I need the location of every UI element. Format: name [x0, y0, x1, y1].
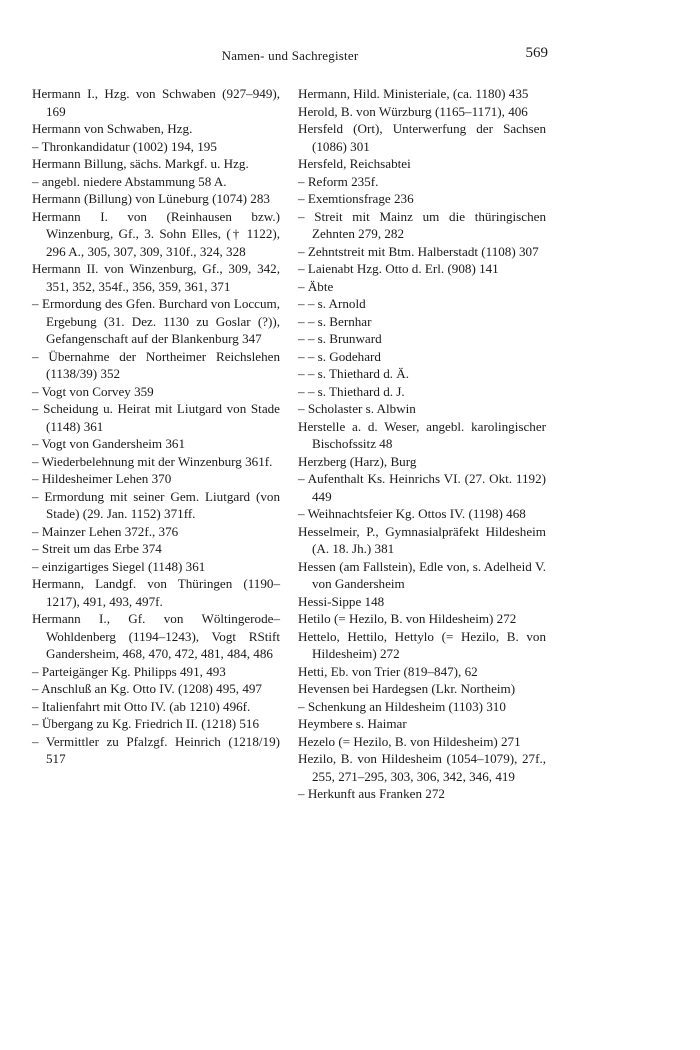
index-entry: – Vogt von Corvey 359	[32, 383, 154, 399]
index-entry: Hermann II. von Winzenburg, Gf., 309, 342, 351, 352, 354f., 356, 359, 361, 371	[32, 261, 280, 294]
index-entry: Hettelo, Hettilo, Hettylo (= Hezilo, B. von Hildesheim) 272	[298, 628, 546, 661]
index-entry: Hersfeld, Reichsabtei	[298, 156, 411, 171]
index-entry: Hevensen bei Hardegsen (Lkr. Northeim)	[298, 681, 516, 696]
index-entry: – Mainzer Lehen 372f., 376	[32, 523, 179, 539]
index-entry: Hermann von Schwaben, Hzg.	[32, 121, 193, 136]
index-entry: – Parteigänger Kg. Philipps 491, 493	[32, 663, 226, 679]
index-entry: Heymbere s. Haimar	[298, 716, 407, 731]
index-entry: Herstelle a. d. Weser, angebl. karolingischer Bischofssitz 48	[298, 418, 546, 451]
index-entry: Hezelo (= Hezilo, B. von Hildesheim) 271	[298, 733, 521, 749]
running-title: Namen- und Sachregister	[221, 48, 359, 63]
page-header	[32, 45, 548, 68]
index-entry: – – s. Bernhar	[298, 313, 372, 329]
index-entry: Hermann I., Gf. von Wöltingerode–Wohldenberg (1194–1243), Vogt RStift Gandersheim, 468, 470, 472, 481, 484, 486	[32, 611, 280, 661]
index-entry: Hezilo, B. von Hildesheim (1054–1079), 27f., 255, 271–295, 303, 306, 342, 346, 419	[298, 751, 546, 784]
index-entry: – Italienfahrt mit Otto IV. (ab 1210) 496f.	[32, 698, 251, 714]
index-entry: Hersfeld (Ort), Unterwerfung der Sachsen (1086) 301	[298, 121, 546, 154]
index-entry: Hermann I. von (Reinhausen bzw.) Winzenburg, Gf., 3. Sohn Elles, († 1122), 296 A., 305, 307, 309, 310f., 324, 328	[32, 208, 280, 259]
index-entry: Hermann, Landgf. von Thüringen (1190–1217), 491, 493, 497f.	[32, 576, 280, 609]
index-entry: – – s. Brunward	[298, 331, 382, 346]
index-entry: – Aufenthalt Ks. Heinrichs VI. (27. Okt. 1192) 449	[298, 471, 546, 504]
index-entry: – Übergang zu Kg. Friedrich II. (1218) 516	[32, 716, 260, 731]
index-entry: – Thronkandidatur (1002) 194, 195	[32, 138, 217, 154]
index-entry: – – s. Arnold	[298, 296, 366, 311]
index-entry: – Zehntstreit mit Btm. Halberstadt (1108) 307	[298, 243, 539, 259]
index-entry: – Wiederbelehnung mit der Winzenburg 361f.	[32, 453, 273, 469]
index-entry: Hermann Billung, sächs. Markgf. u. Hzg.	[32, 156, 249, 171]
index-entry: Hessen (am Fallstein), Edle von, s. Adelheid V. von Gandersheim	[298, 558, 546, 591]
index-entry: Hermann I., Hzg. von Schwaben (927–949), 169	[32, 86, 280, 119]
index-entry: Hesselmeir, P., Gymnasialpräfekt Hildesheim (A. 18. Jh.) 381	[298, 523, 546, 556]
index-entry: – Ermordung mit seiner Gem. Liutgard (von Stade) (29. Jan. 1152) 371ff.	[32, 488, 280, 521]
index-entry: – – s. Thiethard d. Ä.	[298, 366, 410, 381]
index-entry: – Streit mit Mainz um die thüringischen Zehnten 279, 282	[298, 208, 546, 241]
index-entry: – Laienabt Hzg. Otto d. Erl. (908) 141	[298, 261, 499, 276]
index-entry: Herold, B. von Würzburg (1165–1171), 406	[298, 103, 528, 119]
index-entry: – Vogt von Gandersheim 361	[32, 436, 185, 451]
index-entry: – Herkunft aus Franken 272	[298, 786, 445, 801]
index-entry: Hermann (Billung) von Lüneburg (1074) 283	[32, 191, 270, 206]
index-entry: Hetti, Eb. von Trier (819–847), 62	[298, 663, 478, 679]
index-entry: – Anschluß an Kg. Otto IV. (1208) 495, 497	[32, 681, 262, 696]
index-entry: – Ermordung des Gfen. Burchard von Loccum, Ergebung (31. Dez. 1130 zu Goslar (?)), Gefangenschaft auf der Blankenburg 347	[32, 296, 280, 346]
index-entry: Herzberg (Harz), Burg	[298, 453, 417, 469]
index-entry: Hetilo (= Hezilo, B. von Hildesheim) 272	[298, 611, 517, 626]
index-entry: Hermann, Hild. Ministeriale, (ca. 1180) 435	[298, 86, 529, 101]
index-entry: – Reform 235f.	[298, 173, 379, 189]
index-entry: – Scholaster s. Albwin	[298, 401, 416, 416]
index-column-right	[298, 85, 546, 803]
index-entry: – – s. Thiethard d. J.	[298, 383, 405, 399]
index-entry: – Hildesheimer Lehen 370	[32, 471, 172, 486]
index-entry: – Vermittler zu Pfalzgf. Heinrich (1218/19) 517	[32, 733, 280, 766]
index-entry: – Weihnachtsfeier Kg. Ottos IV. (1198) 468	[298, 506, 526, 521]
index-entry: – Schenkung an Hildesheim (1103) 310	[298, 698, 506, 714]
index-entry: – Exemtionsfrage 236	[298, 191, 414, 206]
index-entry: – Äbte	[298, 278, 334, 294]
index-entry: Hessi-Sippe 148	[298, 593, 385, 609]
index-entry: – einzigartiges Siegel (1148) 361	[32, 558, 206, 574]
index-entry: – angebl. niedere Abstammung 58 A.	[32, 173, 227, 189]
index-entry: – Scheidung u. Heirat mit Liutgard von Stade (1148) 361	[32, 401, 280, 434]
index-entry: – Übernahme der Northeimer Reichslehen (1138/39) 352	[32, 348, 280, 381]
index-column-left	[32, 85, 280, 768]
page-number: 569	[525, 45, 548, 61]
index-entry: – Streit um das Erbe 374	[32, 541, 162, 556]
index-entry: – – s. Godehard	[298, 348, 381, 364]
